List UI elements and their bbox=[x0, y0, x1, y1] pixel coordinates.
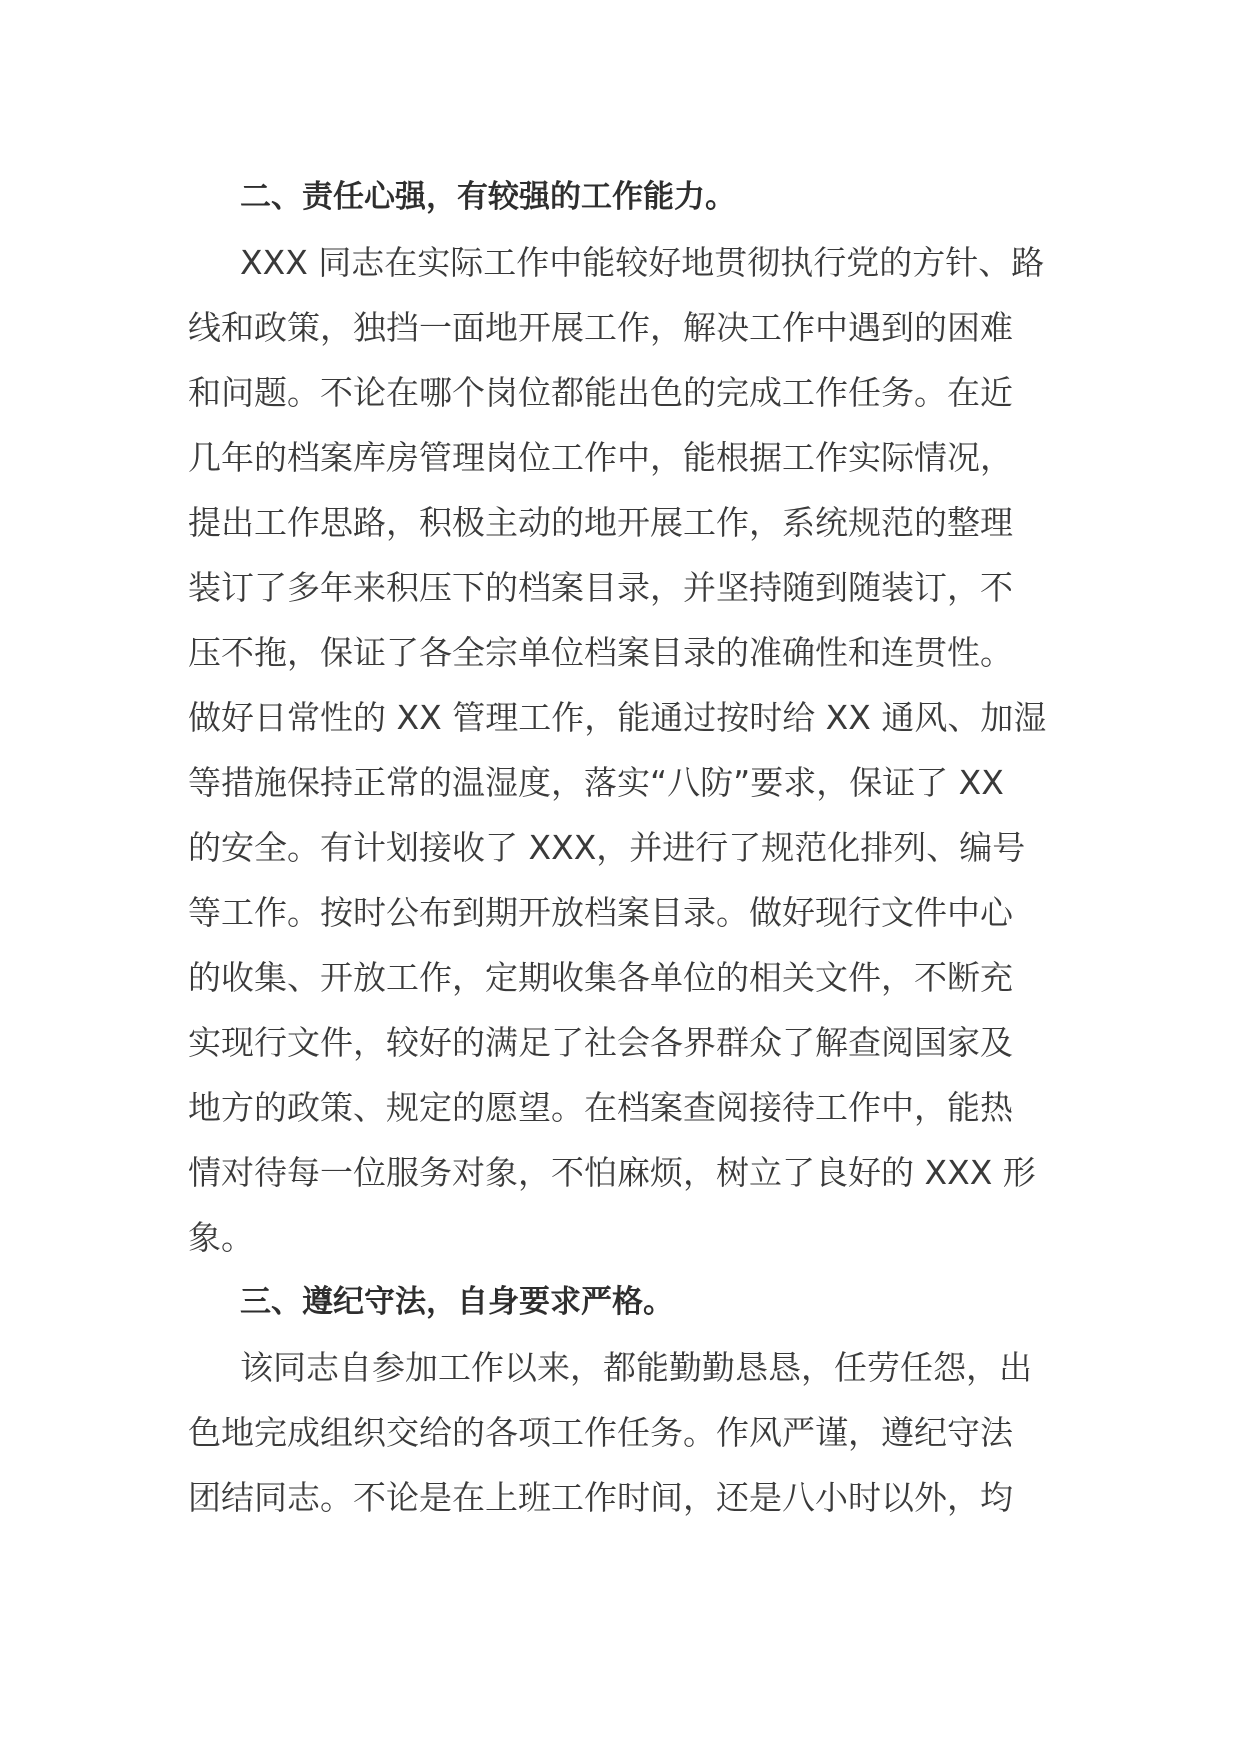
paragraph-line: 实现行文件，较好的满足了社会各界群众了解查阅国家及 bbox=[188, 1023, 1013, 1062]
paragraph-line: XXX 同志在实际工作中能较好地贯彻执行党的方针、路 bbox=[240, 243, 1045, 282]
paragraph-line: 提出工作思路，积极主动的地开展工作，系统规范的整理 bbox=[188, 503, 1013, 542]
paragraph-line: 的安全。有计划接收了 XXX，并进行了规范化排列、编号 bbox=[188, 828, 1026, 867]
paragraph-line: 象。 bbox=[188, 1218, 254, 1257]
paragraph-line: 色地完成组织交给的各项工作任务。作风严谨，遵纪守法 bbox=[188, 1413, 1013, 1452]
section-heading: 三、遵纪守法，自身要求严格。 bbox=[240, 1284, 674, 1320]
paragraph-line: 地方的政策、规定的愿望。在档案查阅接待工作中，能热 bbox=[188, 1088, 1013, 1127]
section-heading: 二、责任心强，有较强的工作能力。 bbox=[240, 179, 736, 215]
paragraph-line: 线和政策，独挡一面地开展工作，解决工作中遇到的困难 bbox=[188, 308, 1013, 347]
paragraph-line: 该同志自参加工作以来，都能勤勤恳恳，任劳任怨，出 bbox=[240, 1348, 1032, 1387]
paragraph-line: 做好日常性的 XX 管理工作，能通过按时给 XX 通风、加湿 bbox=[188, 698, 1047, 737]
paragraph-line: 等措施保持正常的温湿度，落实“八防”要求，保证了 XX bbox=[188, 763, 1004, 802]
paragraph-line: 装订了多年来积压下的档案目录，并坚持随到随装订，不 bbox=[188, 568, 1013, 607]
paragraph-line: 等工作。按时公布到期开放档案目录。做好现行文件中心 bbox=[188, 893, 1013, 932]
paragraph-line: 几年的档案库房管理岗位工作中，能根据工作实际情况， bbox=[188, 438, 1013, 477]
paragraph-line: 的收集、开放工作，定期收集各单位的相关文件，不断充 bbox=[188, 958, 1013, 997]
paragraph-line: 情对待每一位服务对象，不怕麻烦，树立了良好的 XXX 形 bbox=[188, 1153, 1036, 1192]
paragraph-line: 团结同志。不论是在上班工作时间，还是八小时以外，均 bbox=[188, 1478, 1013, 1517]
paragraph-line: 压不拖，保证了各全宗单位档案目录的准确性和连贯性。 bbox=[188, 633, 1013, 672]
paragraph-line: 和问题。不论在哪个岗位都能出色的完成工作任务。在近 bbox=[188, 373, 1013, 412]
document-page bbox=[188, 165, 1058, 1530]
